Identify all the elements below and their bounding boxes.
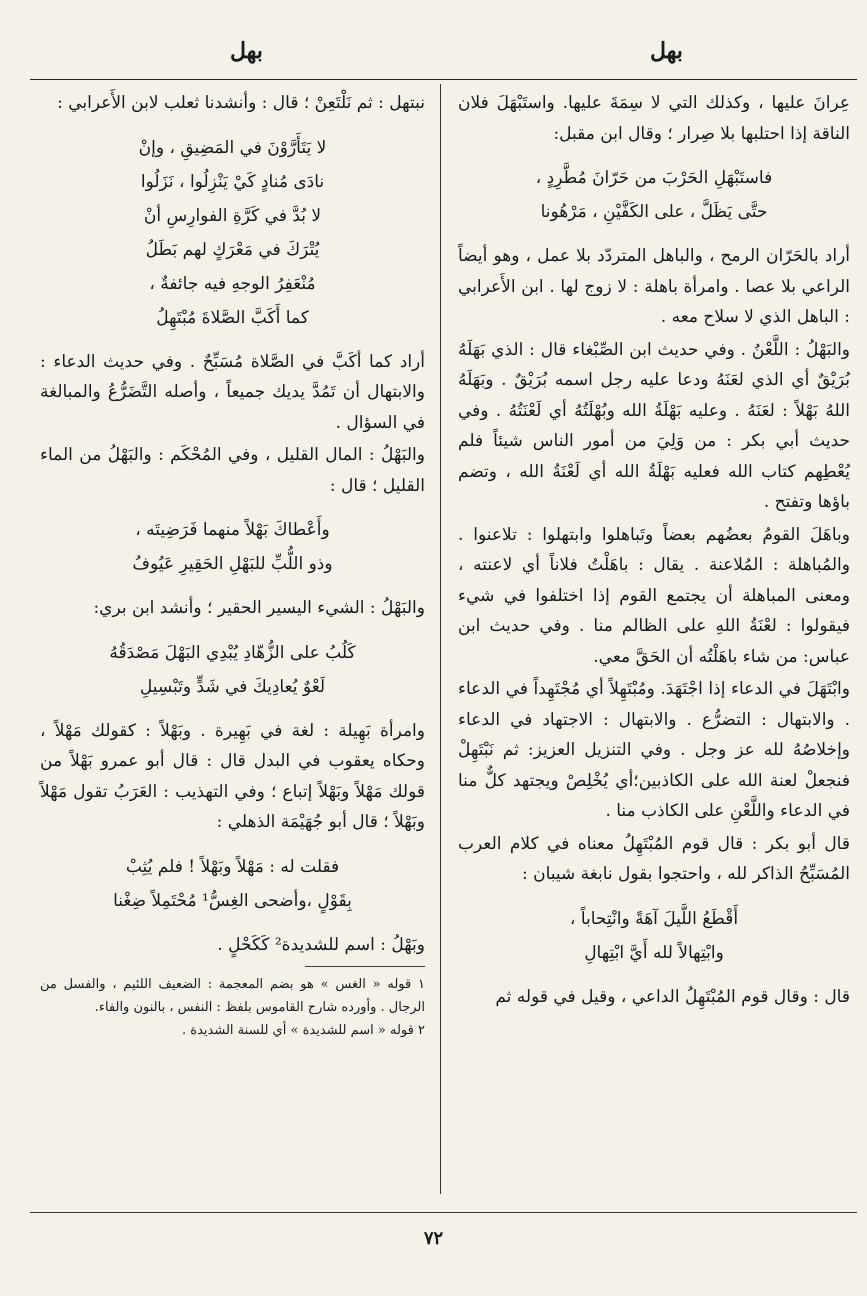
paragraph: نبتهل : ثم نَلْتَعِنْ ؛ قال : وأنشدنا ثعلب لابن الأَعرابي :: [57, 93, 425, 113]
verse-line: وذو اللُّبِّ للبَهْلِ الحَقِيرِ عَيُوفُ: [132, 554, 333, 574]
verse-line: وابْتِهالاً لله أَيَّ ابْتِهالِ: [584, 942, 724, 963]
paragraph: قال : وقال قوم المُبْتَهِلُ الداعي ، وقيل في قوله ثم: [495, 986, 850, 1007]
verse-line: بِقَوْلٍ ،وأضحى الغِسُّ¹ مُحْتَمِلاً ضِغْنا: [113, 890, 352, 911]
verse-line: لا بُدَّ في كَرَّةِ الفوارِسِ أنْ: [143, 205, 322, 226]
paragraph: والبَهْلُ : المال القليل ، وفي المُحْكَم : والبَهْلُ من الماء القليل ؛ قال :: [40, 445, 425, 496]
paragraph: وامرأة بَهِيلة : لغة في بَهِيرة . وبَهْلاً : كقولك مَهْلاً ، وحكاه يعقوب في البدل قال : قال أبو عمرو بَهْلاً من قولك مَهْلاً وبَهْلاً إتباع ؛ وفي التهذيب : العَرَبُ تقول مَهْلاً وبَهْلاً ؛ قال أبو جُهَيْمَة الذهلي :: [40, 720, 425, 832]
paragraph: قال أبو بكر : قال قوم المُبْتَهِلُ معناه في كلام العرب المُسَبِّحُ الذاكر لله ، واحتجوا بقول نابغة شيبان :: [458, 833, 850, 884]
verse-line: وأَعْطاكَ بَهْلاً منهما فَرَضِيتَه ،: [135, 520, 330, 540]
paragraph: وبَهْلُ : اسم للشديدة² كَكَحْلٍ .: [217, 934, 425, 955]
footnote: ٢ قوله « اسم للشديدة » أي للسنة الشديدة .: [182, 1023, 425, 1038]
verse: [40, 850, 425, 918]
footnotes: [40, 973, 425, 1042]
bottom-rule: [30, 1212, 857, 1213]
verse-line: نادَى مُنادٍ كَيْ يَنْزِلُوا ، نَزَلُوا: [140, 171, 325, 192]
header-word-left: بهل: [230, 38, 263, 64]
verse-line: كَلُبُ على الزُّهّادِ يُبْدِي البَهْلَ مَصْدَقُهُ: [109, 642, 356, 663]
paragraph: أراد كما أكَبَّ في الصَّلاة مُسَبِّحٌ . وفي حديث الدعاء : والابتهال أن تَمُدَّ يديك جميعاً ، وأصله التَّضَرُّعُ والمبالغة في السؤال .: [40, 351, 425, 433]
verse-line: لا يَتَأَرَّوْنَ في المَضِيقِ ، وإنْ: [138, 137, 327, 158]
verse: [40, 636, 425, 704]
paragraph: وابْتَهَلَ في الدعاء إذا اجْتَهَدَ. ومُبْتَهِلاً أي مُجْتَهِداً في الدعاء . والابتهال : التضرُّع . والابتهال : الاجتهاد في الدعاء وإخلاصُهُ لله عز وجل . وفي التنزيل العزيز: ثم نَبْتَهِلْ فنجعلْ لعنة الله على الكاذبين؛أي يُخْلِصْ ويجتهد كلٌّ منا في الدعاء واللَّعْنِ على الكاذب منا .: [458, 679, 850, 821]
verse: [40, 131, 425, 335]
verse-line: يُتْرَكَ في مَعْرَكٍ لهم بَطَلُ: [145, 239, 320, 260]
page-number: ٧٢: [423, 1228, 444, 1249]
paragraph: عِرانَ عليها ، وكذلك التي لا سِمَةَ عليها. واستَبْهَلَ فلان الناقة إذا احتلبها بلا صِرار ؛ وقال ابن مقبل:: [458, 93, 850, 144]
header-word-right: بهل: [650, 38, 683, 64]
paragraph: والبَهْلُ : الشيء اليسير الحقير ؛ وأنشد ابن بري:: [93, 598, 425, 618]
verse: [40, 513, 425, 581]
verse-line: حتَّى يَظَلَّ ، على الكَفَّيْنِ ، مَرْهُونا: [540, 202, 768, 222]
footnote: ١ قوله « الغس » هو بضم المعجمة : الضعيف اللئيم ، والفسل من الرجال . وأورده شارح القاموس بلفظ : النفس ، بالنون والفاء.: [40, 977, 425, 1015]
verse-line: فاستَبْهَلِ الحَرْبَ من حَرّانَ مُطَّرِدٍ ،: [535, 168, 773, 188]
verse-line: لَعْوٌ يُعادِيكَ في شَدٍّ وتَبْسِيلِ: [139, 676, 326, 697]
paragraph: والبَهْلُ : اللَّعْنُ . وفي حديث ابن الصِّبْغاء قال : الذي بَهَلَهُ بُرَيْقٌ أي الذي لعَنَهُ ودعا عليه رجل اسمه بُرَيْقٌ . وبَهَلَهُ اللهُ بَهْلاً : لعَنَهُ . وعليه بَهْلَةُ الله وبُهْلَتُهُ أي لَعْنَتُهُ . وفي حديث أبي بكر : من وَلِيَ من أمور الناس شيئاً فلم يُعْطِهم كتاب الله فعليه بَهْلَةُ الله أي لَعْنَةُ الله ، وتضم باؤها وتفتح .: [458, 339, 850, 512]
verse-line: أَقْطَعُ اللَّيلَ آهَةً وانْتِحاباً ،: [569, 908, 739, 929]
column-divider: [440, 84, 441, 1194]
top-rule: [30, 79, 857, 80]
verse: [458, 161, 850, 229]
verse-line: فقلت له : مَهْلاً وبَهْلاً ! فلم يُثِبْ: [125, 856, 340, 877]
paragraph: أراد بالحَرّان الرمح ، والباهل المتردّد بلا عمل ، وهو أيضاً الراعي بلا عصا . وامرأة باهلة : لا زوج لها . ابن الأَعرابي : الباهل الذي لا سلاح معه .: [458, 246, 850, 327]
footnote-rule: [305, 966, 425, 967]
verse-line: كما أَكَبَّ الصَّلاةَ مُبْتَهِلُ: [156, 307, 309, 328]
verse-line: مُنْعَفِرُ الوجهِ فيه جائفةٌ ،: [149, 273, 316, 294]
verse: [458, 902, 850, 970]
right-column: [458, 88, 850, 1014]
paragraph: وباهَلَ القومُ بعضُهم بعضاً وتَباهلوا وابتهلوا : تلاعنوا . والمُباهلة : المُلاعنة . يقال : باهَلْتُ فلاناً أي لاعنته ، ومعنى المباهلة أن يجتمع القوم إذا اختلفوا في شيء فيقولوا : لعْنَةُ اللهِ على الظالم منا . وفي حديث ابن عباس: من شاء باهَلْتُه أن الحَقَّ معي.: [458, 524, 850, 667]
left-column: [40, 88, 425, 1042]
